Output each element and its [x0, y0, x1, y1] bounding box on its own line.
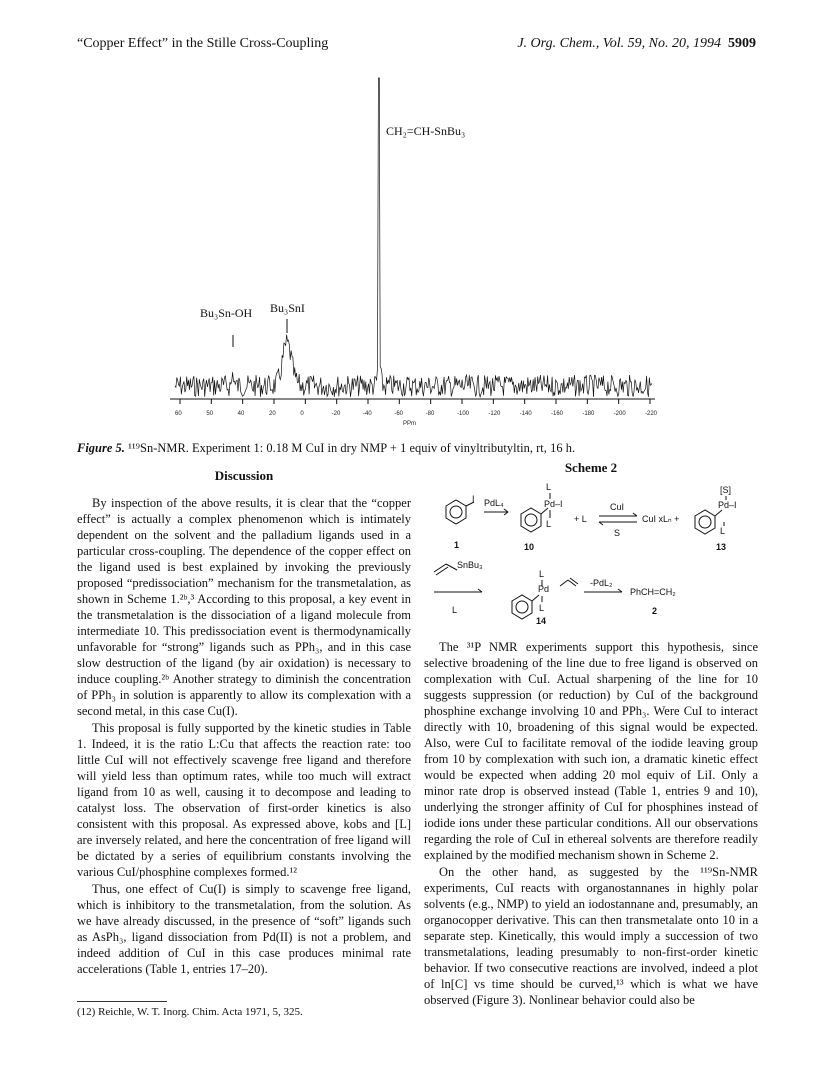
journal-citation — [517, 36, 756, 52]
aromatic-circle-10 — [525, 514, 537, 526]
reagent-minus-pdl2: -PdL₂ — [590, 578, 613, 588]
ligand-top-10: L — [546, 482, 552, 492]
x-axis-tick-label: -60 — [394, 411, 404, 417]
peak-label-vinyl: CH₂=CH-SnBu₃ — [386, 124, 466, 138]
discussion-paragraph-1: By inspection of the above results, it is clear that the “copper effect” is actually a complex phenomenon which is intimately dependent on the solvent and the palladium ligands used in a particular cross-coupling. The dependence of the copper effect on the ligand used is best explained by invoking the previously proposed “predissociation” mechanism for the transmetalation, as shown in Scheme 1.²ᵇ,³ According to this proposal, a key event in the transmetalation is the dissociation of a ligand molecule from intermediate 10. This predissociation event is thermodynamically unfavorable for “strong” ligands such as PPh₃, and in this case slow destruction of the ligand (by air oxidation) is necessary to induce coupling.²ᵇ Another strategy to diminish the concentration of PPh₃ in solution is apparently to allow its complexation with a second metal, in this case Cu(I). — [77, 496, 411, 718]
x-axis-tick-label: -80 — [425, 411, 435, 417]
reagent-cui: CuI — [610, 502, 625, 512]
benzene-ring-1 — [446, 500, 466, 524]
x-axis-tick-label: -120 — [488, 411, 501, 417]
aromatic-circle-1 — [450, 506, 462, 518]
right-paragraph-2: On the other hand, as suggested by the ¹¹⁹Sn-NMR experiments, CuI reacts with organostannanes in highly polar solvents (e.g., NMP) to yield an iodostannane and, presumably, an organocopper derivative. This can then transmetalate onto 10 in a separate step. Kinetically, this would imply a succession of two transmetalations, leading presumably to non-first-order kinetic behavior. If two consecutive reactions are involved, indeed a plot of ln[C] vs time should be curved,¹³ which is what we have observed (Figure 3). Nonlinear behavior could also be — [424, 865, 758, 1007]
x-axis-tick-label: -40 — [363, 411, 372, 417]
tin-group: SnBu₃ — [457, 560, 483, 570]
figure-caption — [77, 441, 757, 456]
x-axis-tick-label: -200 — [613, 411, 626, 417]
x-axis-tick-label: -20 — [331, 411, 341, 417]
caption-text: ¹¹⁹Sn-NMR. Experiment 1: 0.18 M CuI in dry NMP + 1 equiv of vinyltributyltin, rt, 16 h. — [124, 441, 576, 455]
reaction-scheme — [424, 478, 758, 628]
solvent-s: S — [614, 528, 621, 538]
caption-label: Figure 5. — [77, 441, 125, 455]
pd-14: Pd — [538, 584, 550, 594]
x-axis-tick-label: 60 — [175, 411, 182, 417]
x-axis-tick-label: -160 — [551, 411, 564, 417]
discussion-heading: Discussion — [214, 468, 274, 483]
benzene-ring-10 — [521, 508, 541, 532]
x-axis-tick-label: -100 — [457, 411, 470, 417]
x-axis-tick-label: -220 — [645, 411, 658, 417]
reagent-pdl4: PdL₄ — [484, 498, 504, 508]
compound-number-1: 1 — [454, 540, 460, 550]
ligand-bottom-10: L — [546, 519, 552, 529]
pd-i-13: Pd–I — [718, 500, 737, 510]
page-number: 5909 — [728, 36, 756, 51]
footnote-rule — [77, 1001, 167, 1002]
x-axis-tick-label: 20 — [269, 411, 276, 417]
iodo-label-1: I — [472, 494, 475, 504]
compound-number-13: 13 — [716, 542, 727, 552]
product-styrene: PhCH=CH₂ — [630, 587, 676, 597]
right-column — [424, 639, 758, 1009]
ligand-bottom-14: L — [539, 603, 545, 613]
solvent-bracket: [S] — [720, 485, 732, 495]
x-axis-tick-label: 50 — [206, 411, 214, 417]
ligand-top-14: L — [539, 569, 545, 579]
benzene-ring-13 — [695, 510, 715, 534]
discussion-column — [77, 495, 411, 978]
compound-number-10: 10 — [524, 542, 535, 552]
scheme-title: Scheme 2 — [564, 460, 618, 475]
footnote: (12) Reichle, W. T. Inorg. Chim. Acta 1971, 5, 325. — [77, 1006, 303, 1018]
running-title: “Copper Effect” in the Stille Cross-Coupling — [77, 36, 329, 51]
aromatic-circle-14 — [516, 601, 528, 613]
discussion-paragraph-2: This proposal is fully supported by the kinetic studies in Table 1. Indeed, it is the ratio L:Cu that affects the reaction rate: too little CuI will not effectively scavenge free ligand and therefore will yield less than optimum rates, while too much will extract ligand from 10 as well, causing it to decompose and leading to catalyst loss. The observation of first-order kinetics is also consistent with this proposal. As expressed above, kobs and [L] are inversely related, and here the concentration of free ligand will be dictated by a series of equilibrium constants involving the various CuI/phosphine complexes formed.¹² — [77, 721, 411, 879]
axis-unit: PPm — [403, 421, 417, 427]
pd-i-10: Pd–I — [544, 499, 563, 509]
x-axis-tick-label: -140 — [519, 411, 532, 417]
x-axis-tick-label: 0 — [300, 411, 304, 417]
compound-number-2: 2 — [652, 606, 658, 616]
x-axis-ticks — [175, 399, 658, 417]
ligand-13: L — [720, 526, 726, 536]
journal-info: J. Org. Chem., Vol. 59, No. 20, 1994 — [517, 36, 721, 51]
ligand-below-arrow: L — [452, 605, 458, 615]
discussion-paragraph-3: Thus, one effect of Cu(I) is simply to scavenge free ligand, which is inhibitory to the transmetalation, from the solution. As we have already discussed, in the presence of “soft” ligands such as AsPh₃, ligand dissociation from Pd(II) is not a problem, and indeed addition of CuI in this case produces minimal rate accelerations (Table 1, entries 17–20). — [77, 882, 411, 976]
benzene-ring-14 — [512, 595, 532, 619]
x-axis-tick-label: -180 — [582, 411, 595, 417]
nmr-spectrum — [170, 60, 658, 432]
peak-label-hydroxide: Bu₃Sn-OH — [200, 306, 253, 320]
right-paragraph-1: The ³¹P NMR experiments support this hypothesis, since selective broadening of the line due to free ligand is observed on complexation with CuI. Actual sharpening of the line for 10 suggests suppression (or reduction) by CuI of the background phosphine exchange involving 10 and PPh₃. Were CuI to interact directly with 10, broadening of this signal would be expected. Also, were CuI to facilitate removal of the iodide leaving group from 10 by complexation with such ion, a dramatic kinetic effect would be expected when adding 20 mol equiv of LiI. Only a minor rate drop is observed instead (Table 1, entries 9 and 10), underlying the stronger affinity of CuI for phosphines instead of iodide ions under these particular conditions. All our observations regarding the role of CuI in ethereal solvents are therefore readily explained by the modified mechanism shown in Scheme 2. — [424, 640, 758, 862]
aromatic-circle-13 — [699, 516, 711, 528]
x-axis-tick-label: 40 — [237, 411, 245, 417]
peak-label-iodide: Bu₃SnI — [270, 301, 305, 315]
free-ligand: + L — [574, 514, 587, 524]
cui-complex: CuI xLₙ + — [642, 514, 680, 524]
compound-number-14: 14 — [536, 616, 547, 626]
